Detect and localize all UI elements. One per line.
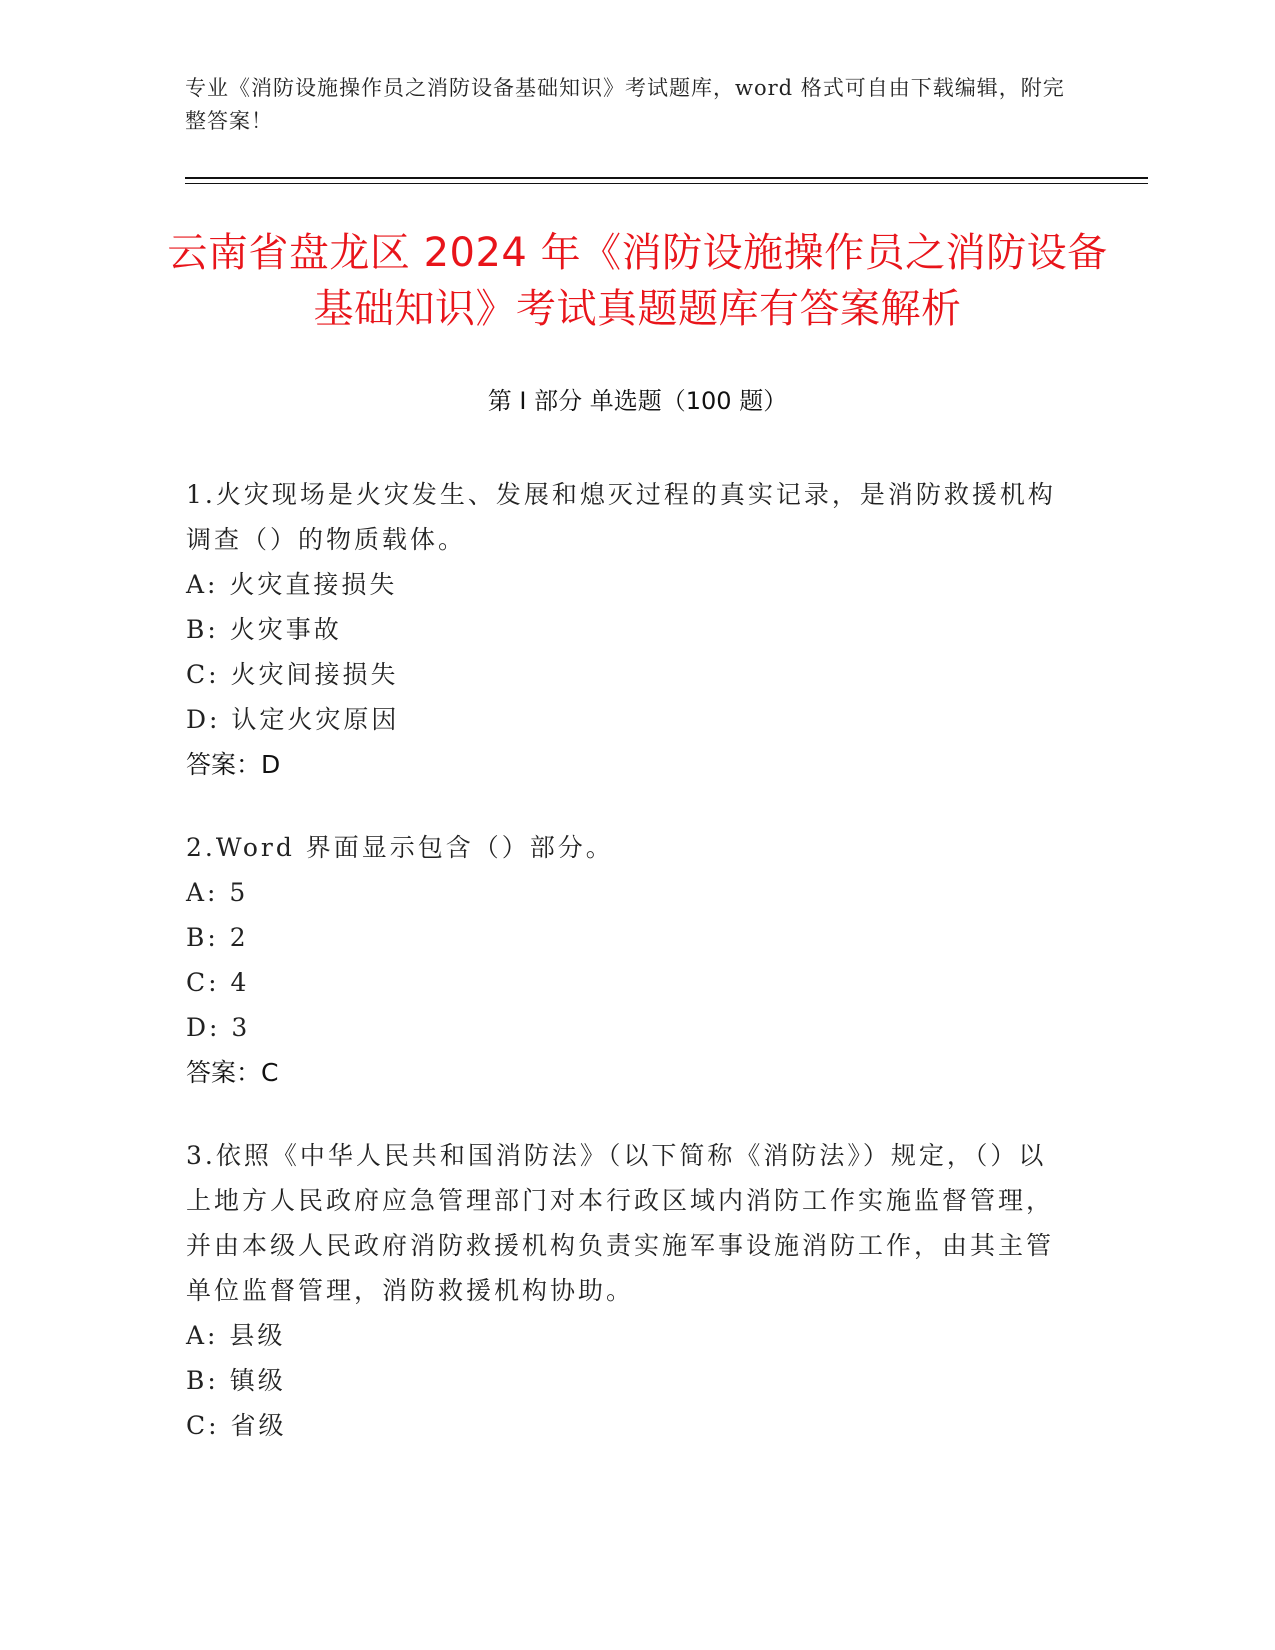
question-2 bbox=[186, 825, 1066, 1095]
option-c: C: 省级 bbox=[186, 1411, 287, 1440]
question-3 bbox=[186, 1133, 1066, 1448]
question-1 bbox=[186, 472, 1066, 787]
header-rule-thick bbox=[185, 177, 1148, 179]
header-note: 专业《消防设施操作员之消防设备基础知识》考试题库，word 格式可自由下载编辑，附完整答案！ bbox=[185, 76, 1065, 133]
answer: 答案：C bbox=[186, 1058, 279, 1087]
option-a: A: 县级 bbox=[186, 1321, 286, 1350]
question-text: 2.Word 界面显示包含（）部分。 bbox=[186, 833, 614, 862]
option-c: C: 火灾间接损失 bbox=[186, 660, 399, 689]
question-text: 1.火灾现场是火灾发生、发展和熄灭过程的真实记录，是消防救援机构调查（）的物质载体。 bbox=[186, 480, 1056, 554]
option-b: B: 镇级 bbox=[186, 1366, 286, 1395]
question-list bbox=[186, 472, 1066, 1486]
option-a: A: 5 bbox=[186, 878, 249, 907]
option-c: C: 4 bbox=[186, 968, 250, 997]
section-title: 第 I 部分 单选题（100 题） bbox=[487, 387, 788, 415]
option-b: B: 2 bbox=[186, 923, 249, 952]
option-d: D: 认定火灾原因 bbox=[186, 705, 400, 734]
header-rule-thin bbox=[185, 183, 1148, 184]
option-d: D: 3 bbox=[186, 1013, 251, 1042]
answer: 答案：D bbox=[186, 750, 281, 779]
document-title: 云南省盘龙区 2024 年《消防设施操作员之消防设备基础知识》考试真题题库有答案解析 bbox=[167, 230, 1108, 332]
question-text: 3.依照《中华人民共和国消防法》（以下简称《消防法》）规定，（）以上地方人民政府应急管理部门对本行政区域内消防工作实施监督管理，并由本级人民政府消防救援机构负责实施军事设施消防工作，由其主管单位监督管理，消防救援机构协助。 bbox=[186, 1141, 1055, 1305]
option-b: B: 火灾事故 bbox=[186, 615, 342, 644]
option-a: A: 火灾直接损失 bbox=[186, 570, 398, 599]
